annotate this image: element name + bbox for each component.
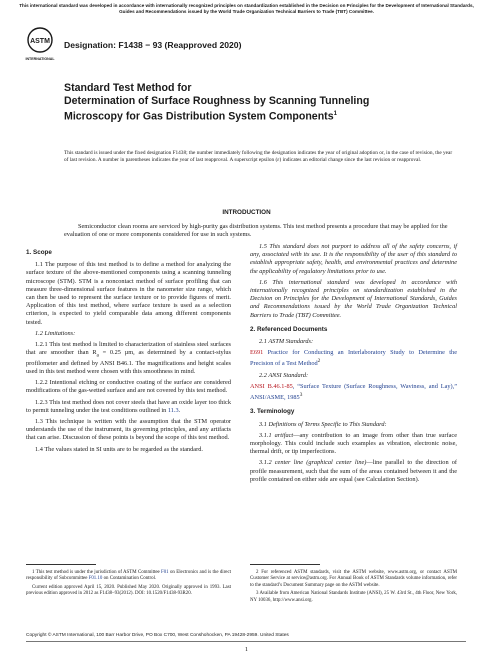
para-1-5 (250, 243, 457, 276)
ra-subscript: a (96, 352, 99, 359)
ansi-b46-title[interactable]: , “Surface Texture (Surface Roughness, Waviness, and Lay),” ANSI/ASME, 1985 (250, 382, 457, 402)
copyright-line: Copyright © ASTM International, 100 Barr Harbor Drive, PO Box C700, West Conshohocken, PA 19428-2959. United States (26, 633, 289, 638)
footnotes-right (250, 570, 457, 606)
ref-e691 (250, 349, 457, 369)
f01-link[interactable]: F01 (161, 570, 169, 575)
right-column (250, 243, 457, 487)
footnote-divider-left (26, 564, 96, 565)
para-1-3: 1.3 This technique is written with the assumption that the STM operator understands the use of the instrument, its governing principles, and any artifacts that can arise. Discussion of these points is beyond the scope of this test method. (26, 417, 231, 442)
para-3-1-1 (250, 432, 457, 457)
section-11-3-link[interactable]: 11.3 (167, 406, 179, 414)
para-1-4: 1.4 The values stated in SI units are to be regarded as the standard. (35, 445, 203, 453)
para-1-2-1-b: = 0.25 µm, as determined by a contact-stylus profilometer and defined by ANSI B46.1. The magnifications and height scales used in this test method were chosen with this smoothness in mind. (26, 349, 232, 375)
para-3-1 (250, 421, 457, 429)
para-1-5-text: 1.5 This standard does not purport to address all of the safety concerns, if any, associated with its use. It is the responsibility of the user of this standard to establish appropriate safety, health, and environmental practices and determine the applicability of regulatory limitations prior to use. (250, 243, 457, 275)
scope-heading: 1. Scope (26, 249, 52, 256)
e691-link[interactable]: E691 (250, 349, 264, 357)
para-1-2-3-b: . (178, 406, 181, 414)
astm-logo (27, 27, 53, 67)
footnote-1-a: 1 This test method is under the jurisdiction of ASTM Committee (32, 570, 162, 575)
footnote-2: 2 For referenced ASTM standards, visit the ASTM website, www.astm.org, or contact ASTM Customer Service at service@astm.org. For Annual Book of ASTM Standards volume information, refer to the standard’s Document Summary page on the ASTM website. (250, 570, 457, 588)
left-column (26, 243, 231, 457)
para-1-2-3 (26, 399, 231, 415)
para-2-2-text: 2.2 ANSI Standard: (259, 371, 309, 379)
svg-text:ASTM: ASTM (30, 38, 50, 45)
page-number: 1 (244, 646, 249, 653)
title-main: Determination of Surface Roughness by Scanning Tunneling Microscopy for Gas Distribution System Components (64, 95, 370, 123)
para-2-1-text: 2.1 ASTM Standards: (259, 338, 314, 346)
para-1-2-text: 1.2 Limitations: (35, 329, 76, 337)
issuance-note: This standard is issued under the fixed designation F1438; the number immediately following the designation indicates the year of original adoption or, in the case of revision, the year of last revision. A number in parentheses indicates the year of last reapproval. A superscript epsilon (ε) indicates an editorial change since the last revision or reapproval. (64, 150, 453, 163)
ref-ansi-b46 (250, 383, 457, 403)
footnote-3: 3 Available from American National Standards Institute (ANSI), 25 W. 43rd St., 4th Floor, New York, NY 10036, http://www.ansi.org. (250, 591, 457, 603)
footnote-1-b: on Electronics and is the direct responsibility of Subcommittee (26, 570, 231, 582)
para-1-2-1-a: 1.2.1 This test method is limited to characterization of stainless steel surfaces that are smoother than R (26, 341, 231, 357)
ref-footnote-2[interactable]: 2 (317, 358, 321, 365)
svg-text:INTERNATIONAL: INTERNATIONAL (25, 57, 55, 61)
ansi-b46-link[interactable]: ANSI B.46.1-85 (250, 382, 293, 390)
introduction-heading: INTRODUCTION (222, 209, 271, 216)
title-footnote-mark[interactable]: 1 (333, 111, 337, 117)
para-3-1-2 (250, 459, 457, 484)
center-line-definition: —line parallel to the direction of profile measurement, such that the sum of the areas contained between it and the profile contained on either side are equal (see Calculation Section). (250, 459, 457, 483)
para-1-2-2: 1.2.2 Intentional etching or conductive coating of the surface are considered modifications of the gas-wetted surface and are not covered by this test method. (26, 379, 231, 395)
para-1-2-1 (26, 341, 231, 376)
para-2-2 (250, 372, 457, 380)
f01-10-link[interactable]: F01.10 (88, 576, 103, 582)
footnote-1 (26, 570, 231, 583)
footnotes-left (26, 570, 231, 600)
para-1-2 (26, 330, 231, 338)
introduction-text: Semiconductor clean rooms are serviced by high-purity gas distribution systems. This test method presents a procedure that may be applied for the evaluation of one or more components considered for use in such systems. (64, 223, 448, 238)
terminology-heading: 3. Terminology (250, 408, 295, 416)
footnote-1-c: on Contamination Control. (102, 576, 157, 582)
center-line-term: 3.1.2 center line (graphical center line) (259, 459, 367, 467)
footnote-1-edition: Current edition approved April 15, 2020. Published May 2020. Originally approved in 1993. Last previous edition approved in 2012 as F1438–93(2012). DOI: 10.1520/F1438-93R20. (26, 584, 231, 597)
referenced-documents-heading: 2. Referenced Documents (250, 325, 328, 333)
document-title (64, 82, 424, 124)
artifact-term: 3.1.1 artifact (259, 431, 294, 439)
ref-footnote-3[interactable]: 3 (299, 392, 303, 399)
artifact-definition: —any contribution to an image from other than true surface morphology. This could include such examples as vibration, electronic noise, thermal drift, or tip imperfections. (250, 431, 457, 456)
para-1-1: 1.1 The purpose of this test method is to define a method for analyzing the surface texture of the above-mentioned components using a scanning tunneling microscope (STM). STM is a noncontact method of surface profiling that can measure three-dimensional surface features in the nanometer size range, which can then be used to represent the surface texture or to provide figures of merit. Application of this test method, where surface texture is used as a selection criterion, is expected to yield comparable data among different components tested. (26, 261, 231, 326)
para-1-2-3-a: 1.2.3 This test method does not cover steels that have an oxide layer too thick to permit tunneling under the test conditions outlined in (26, 398, 231, 414)
designation: Designation: F1438 − 93 (Reapproved 2020) (64, 40, 242, 50)
para-1-6-text: 1.6 This international standard was developed in accordance with internationally recognized principles on standardization established in the Decision on Principles for the Development of International Standards, Guides and Recommendations issued by the World Trade Organization Technical Barriers to Trade (TBT) Committee. (250, 278, 457, 319)
e691-title[interactable]: Practice for Conducting an Interlaboratory Study to Determine the Precision of a Test Method (250, 349, 457, 368)
para-2-1 (250, 338, 457, 346)
para-1-6 (250, 279, 457, 320)
para-3-1-text: 3.1 Definitions of Terms Specific to This Standard: (259, 420, 387, 428)
footer-rule (26, 641, 466, 642)
tbt-notice: This international standard was developed in accordance with internationally recognized principles on standardization established in the Decision on Principles for the Development of International Standards, Guides and Recommendations issued by the World Trade Organization Technical Barriers to Trade (TBT) Committee. (19, 3, 474, 14)
footnote-divider-right (250, 564, 320, 565)
title-line1: Standard Test Method for (64, 82, 192, 94)
